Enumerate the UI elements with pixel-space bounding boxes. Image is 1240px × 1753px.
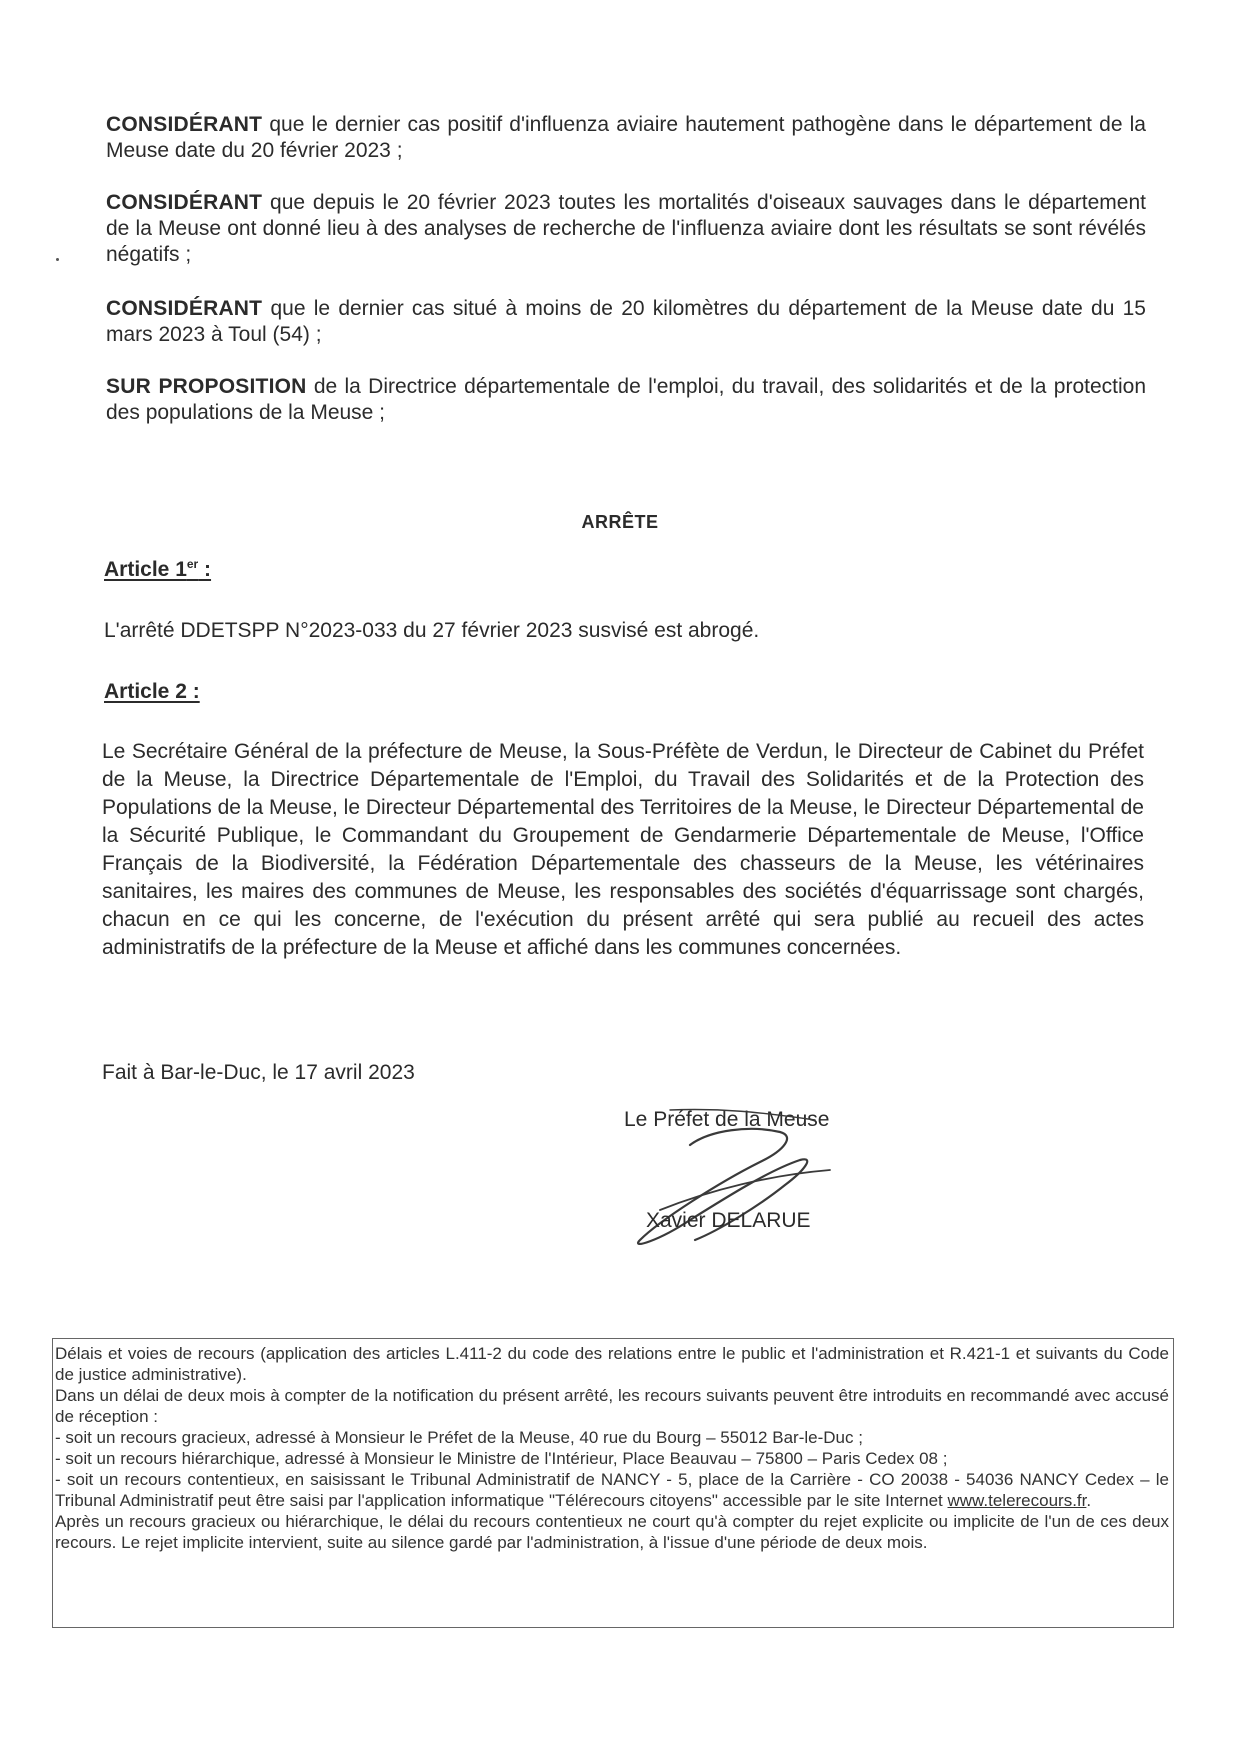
sur-proposition: SUR PROPOSITION de la Directrice départementale de l'emploi, du travail, des solidarités et de la protection des populations de la Meuse ;	[106, 375, 1146, 424]
telerecours-link[interactable]: www.telerecours.fr	[947, 1491, 1087, 1510]
article-2-heading: Article 2 :	[104, 680, 200, 703]
considerant-1: CONSIDÉRANT que le dernier cas positif d'influenza aviaire hautement pathogène dans le département de la Meuse date du 20 février 2023 ;	[106, 113, 1146, 162]
handwritten-signature-icon	[600, 1090, 920, 1260]
considerant-3: CONSIDÉRANT que le dernier cas situé à moins de 20 kilomètres du département de la Meuse date du 15 mars 2023 à Toul (54) ;	[106, 297, 1146, 346]
signatory-name: Xavier DELARUE	[646, 1209, 811, 1232]
considerant-2: CONSIDÉRANT que depuis le 20 février 2023 toutes les mortalités d'oiseaux sauvages dans le département de la Meuse ont donné lieu à des analyses de recherche de l'influenza aviaire dont les résultats se sont révélés négatifs ;	[106, 191, 1146, 266]
recours-delai: Dans un délai de deux mois à compter de la notification du présent arrêté, les recours suivants peuvent être introduits en recommandé avec accusé de réception :	[55, 1386, 1169, 1426]
recours-gracieux: - soit un recours gracieux, adressé à Monsieur le Préfet de la Meuse, 40 rue du Bourg – 55012 Bar-le-Duc ;	[55, 1428, 863, 1447]
article-2-text: Le Secrétaire Général de la préfecture de Meuse, la Sous-Préfète de Verdun, le Directeur de Cabinet du Préfet de la Meuse, la Directrice Départementale de l'Emploi, du Travail des Solidarités et de la Protection des Populations de la Meuse, le Directeur Départemental des Territoires de la Meuse, le Directeur Départemental de la Sécurité Publique, le Commandant du Groupement de Gendarmerie Départementale de Meuse, l'Office Français de la Biodiversité, la Fédération Départementale des chasseurs de la Meuse, les vétérinaires sanitaires, les maires des communes de Meuse, les responsables des sociétés d'équarrissage sont chargés, chacun en ce qui les concerne, de l'exécution du présent arrêté qui sera publié au recueil des actes administratifs de la préfecture de la Meuse et affiché dans les communes concernées.	[102, 740, 1144, 959]
place-date: Fait à Bar-le-Duc, le 17 avril 2023	[102, 1061, 415, 1084]
decision-title: ARRÊTE	[581, 512, 659, 532]
recours-box	[52, 1338, 1174, 1628]
recours-contentieux: - soit un recours contentieux, en saisissant le Tribunal Administratif de NANCY - 5, place de la Carrière - CO 20038 - 54036 NANCY Cedex – le Tribunal Administratif peut être saisi par l'application informatique "Télérecours citoyens" accessible par le site Internet www.telerecours.fr.	[55, 1470, 1169, 1510]
scan-mark	[56, 258, 59, 261]
signatory-role: Le Préfet de la Meuse	[624, 1108, 830, 1131]
article-1-text: L'arrêté DDETSPP N°2023-033 du 27 février 2023 susvisé est abrogé.	[104, 619, 760, 642]
article-1-heading: Article 1er :	[104, 557, 212, 581]
recours-intro: Délais et voies de recours (application des articles L.411-2 du code des relations entre le public et l'administration et R.421-1 et suivants du Code de justice administrative).	[55, 1344, 1169, 1384]
recours-rejet: Après un recours gracieux ou hiérarchique, le délai du recours contentieux ne court qu'à compter du rejet explicite ou implicite de l'un de ces deux recours. Le rejet implicite intervient, suite au silence gardé par l'administration, à l'issue d'une période de deux mois.	[55, 1512, 1169, 1552]
recours-hierarchique: - soit un recours hiérarchique, adressé à Monsieur le Ministre de l'Intérieur, Place Beauvau – 75800 – Paris Cedex 08 ;	[55, 1449, 948, 1468]
